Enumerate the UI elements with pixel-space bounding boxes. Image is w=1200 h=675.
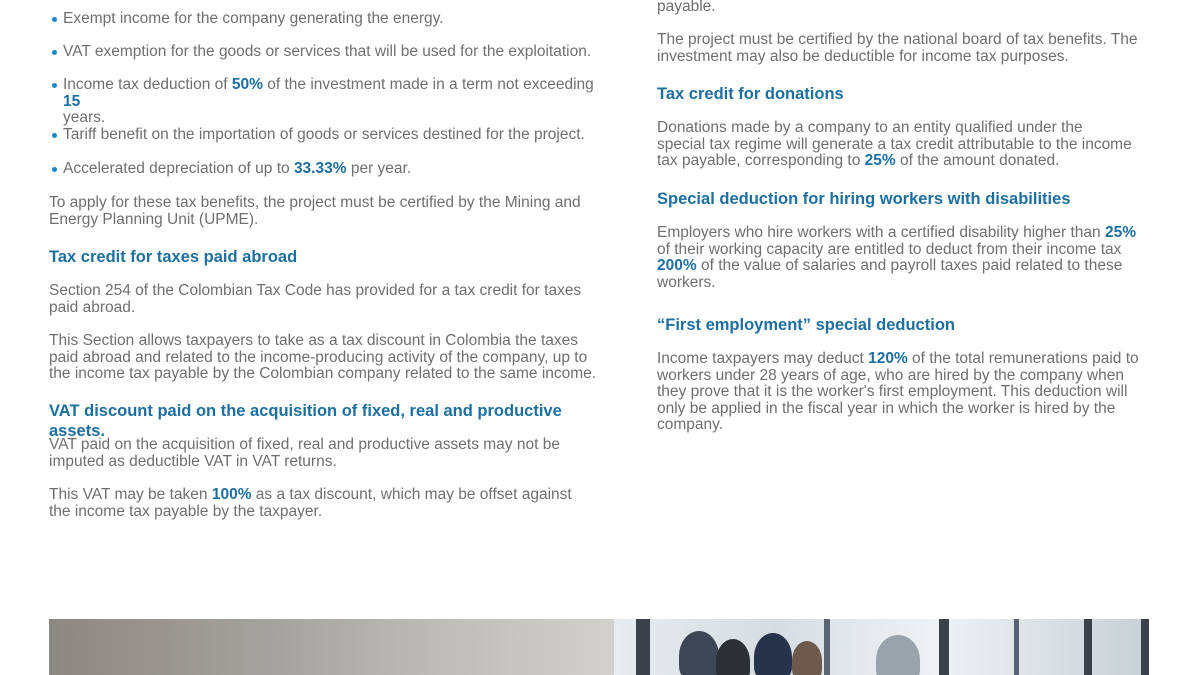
highlight-value: 25% <box>864 152 896 169</box>
abroad-paragraph-1: Section 254 of the Colombian Tax Code has provided for a tax credit for taxes paid abroad. <box>49 282 582 316</box>
donations-paragraph <box>657 120 1133 170</box>
first-employment-heading: “First employment” special deduction <box>657 316 955 334</box>
highlight-value: 33.33% <box>293 160 347 177</box>
benefit-bullet-1 <box>49 11 615 28</box>
disabilities-heading: Special deduction for hiring workers with disabilities <box>657 190 1071 208</box>
vat-paragraph-2 <box>49 487 595 520</box>
donations-text: of the amount donated. <box>895 152 1060 169</box>
benefit-text: Tariff benefit on the importation of goods or services destined for the project. <box>63 126 585 143</box>
highlight-value: 200% <box>657 257 697 274</box>
disabilities-text: of the value of salaries and payroll taxes paid related to these workers. <box>657 257 1123 291</box>
benefit-bullet-2 <box>49 44 615 61</box>
highlight-value: 25% <box>1104 224 1137 241</box>
highlight-value: 15 <box>63 92 81 110</box>
certification-paragraph: The project must be certified by the national board of tax benefits. The investment may also be deductible for income tax purposes. <box>657 31 1138 65</box>
vat-paragraph-1: VAT paid on the acquisition of fixed, real and productive assets may not be imputed as deductible VAT in VAT returns. <box>49 436 560 470</box>
benefit-text: years. <box>63 109 106 126</box>
window-frame <box>1141 619 1149 675</box>
bullet-dot-icon <box>52 133 57 138</box>
highlight-value: 100% <box>211 486 252 503</box>
benefit-text: per year. <box>346 160 412 177</box>
window-frame <box>636 619 650 675</box>
person-figure <box>754 633 792 675</box>
photo-office-section <box>614 619 1149 675</box>
first-employment-text: Income taxpayers may deduct <box>657 350 869 367</box>
highlight-value: 50% <box>231 76 263 93</box>
bullet-dot-icon <box>52 50 57 55</box>
benefit-bullet-3 <box>49 77 615 127</box>
person-figure <box>679 631 719 675</box>
person-figure <box>716 639 750 675</box>
benefit-text: Exempt income for the company generating the energy. <box>63 10 444 27</box>
abroad-paragraph-2: This Section allows taxpayers to take as a tax discount in Colombia the taxes paid abroad and related to the income-producing activity of the company, up to the income tax payable by the Colombian company related to the same income. <box>49 332 597 382</box>
window-frame <box>1014 619 1019 675</box>
vat-heading: VAT discount paid on the acquisition of fixed, real and productive assets. <box>49 402 562 440</box>
bullet-dot-icon <box>52 83 57 88</box>
continued-text: payable. <box>657 0 716 15</box>
window-frame <box>939 619 949 675</box>
highlight-value: 120% <box>868 350 908 367</box>
abroad-heading: Tax credit for taxes paid abroad <box>49 248 298 266</box>
disabilities-paragraph <box>657 225 1139 291</box>
donations-text: Donations made by a company to an entity qualified under the special tax regime will generate a tax credit attributable to the income tax payable, corresponding to <box>657 119 1132 169</box>
disabilities-text: Employers who hire workers with a certified disability higher than <box>657 224 1105 241</box>
person-figure <box>792 641 822 675</box>
donations-heading: Tax credit for donations <box>657 85 844 103</box>
upme-paragraph: To apply for these tax benefits, the project must be certified by the Mining and Energy Planning Unit (UPME). <box>49 194 581 228</box>
office-photo <box>49 619 1149 675</box>
vat-text: as a tax discount, which may be offset against the income tax payable by the taxpayer. <box>49 486 572 520</box>
benefit-text: Accelerated depreciation of up to <box>63 160 294 177</box>
person-figure <box>876 635 920 675</box>
first-employment-paragraph <box>657 351 1152 434</box>
first-employment-text: of the total remunerations paid to workers under 28 years of age, who are hired by the company when they prove that it is the worker's first employment. This deduction will only be applied in the fiscal year in which the worker is hired by the company. <box>657 350 1139 433</box>
benefit-text: VAT exemption for the goods or services that will be used for the exploitation. <box>63 43 592 60</box>
window-frame <box>824 619 830 675</box>
benefit-bullet-5 <box>49 161 615 178</box>
benefit-text: Income tax deduction of <box>63 76 232 93</box>
window-frame <box>1084 619 1092 675</box>
bullet-dot-icon <box>52 17 57 22</box>
benefit-bullet-4 <box>49 127 615 144</box>
vat-text: This VAT may be taken <box>49 486 212 503</box>
disabilities-text: of their working capacity are entitled to deduct from their income tax <box>657 240 1122 258</box>
bullet-dot-icon <box>52 167 57 172</box>
benefit-text: of the investment made in a term not exceeding <box>262 76 594 93</box>
photo-wall-section <box>49 619 614 675</box>
